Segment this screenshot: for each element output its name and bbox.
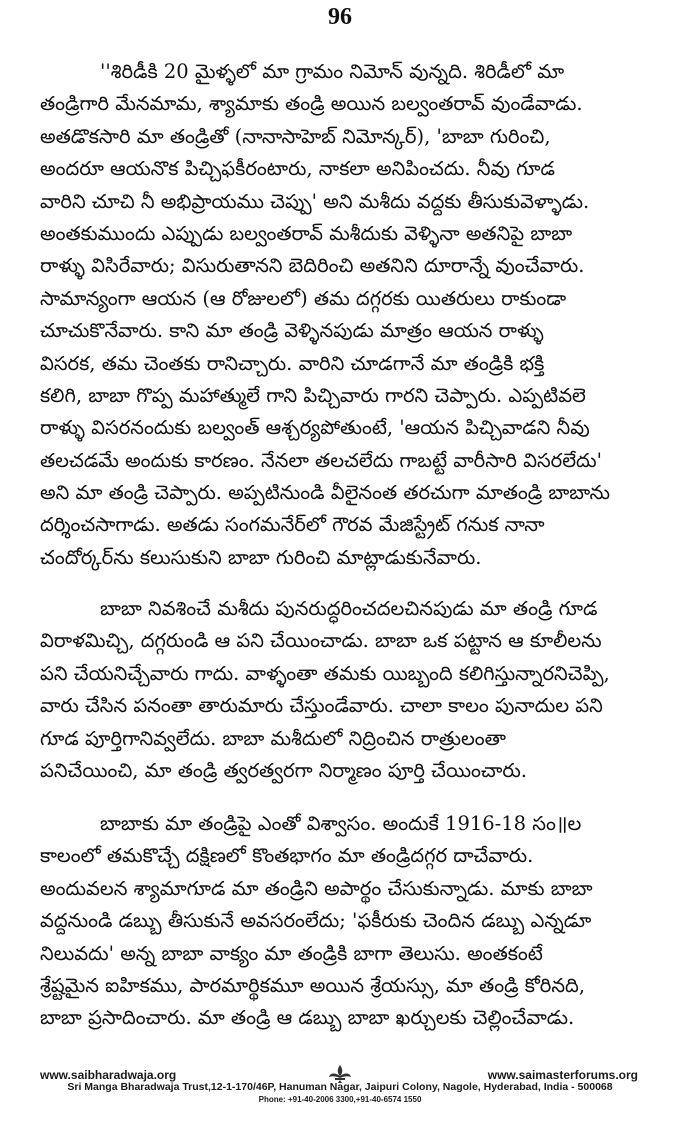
text-line: వారిని చూచి నీ అభిప్రాయము చెప్పు' అని మశీదు వద్దకు తీసుకువెళ్ళాడు.	[40, 189, 590, 213]
text-line: విరాళమిచ్చి, దగ్గరుండి ఆ పని చేయించాడు. బాబా ఒక పట్టాన ఆ కూలీలను	[40, 629, 602, 653]
text-line: వద్దనుండి డబ్బు తీసుకునే అవసరంలేదు; 'ఫకీరుకు చెందిన డబ్బు ఎన్నడూ	[40, 909, 592, 933]
text-line: తలచడమే అందుకు కారణం. నేనలా తలచలేదు గాబట్టే వారీసారి విసరలేదు'	[40, 448, 602, 472]
text-line: పని చేయనిచ్చేవారు గాదు. వాళ్ళంతా తమకు యిబ్బంది కలిగిస్తున్నారనిచెప్పి,	[40, 661, 610, 685]
text-line: శ్రేష్టమైన ఐహికము, పారమార్థికమూ అయిన శ్రేయస్సు, మా తండ్రి కోరినది,	[40, 973, 586, 997]
text-line: గూడ పూర్తిగానివ్వలేదు. బాబా మశీదులో నిద్రించిన రాత్రులంతా	[40, 726, 506, 750]
text-line: విసరక, తమ చెంతకు రానిచ్చారు. వారిని చూడగానే మా తండ్రికి భక్తి	[40, 351, 545, 375]
text-line: అని మా తండ్రి చెప్పారు. అప్పటినుండి వీలైనంత తరచుగా మాతండ్రి బాబాను	[40, 481, 611, 505]
text-line: బాబా ప్రసాదించారు. మా తండ్రి ఆ డబ్బు బాబా ఖర్చులకు చెల్లించేవాడు.	[40, 1006, 575, 1030]
page-number: 96	[328, 4, 352, 30]
page-footer	[0, 1068, 680, 1122]
text-line: అందువలన శ్యామాగూడ మా తండ్రిని అపార్థం చేసుకున్నాడు. మాకు బాబా	[40, 876, 593, 900]
text-line: బాబా నివశించే మశీదు పునరుద్ధరించదలచినపుడు మా తండ్రి గూడ	[100, 597, 598, 620]
paragraph-3	[40, 808, 640, 1035]
website-link-right[interactable]: www.saimasterforums.org	[487, 1068, 638, 1082]
text-line: తండ్రిగారి మేనమామ, శ్యామాకు తండ్రి అయిన బల్వంతరావ్ వుండేవాడు.	[40, 92, 583, 116]
text-line: కలిగి, బాబా గొప్ప మహాత్ములే గాని పిచ్చివారు గారని చెప్పారు. ఎప్పటివలె	[40, 383, 586, 407]
publisher-phone: Phone: +91-40-2006 3300,+91-40-6574 1550	[258, 1095, 422, 1104]
paragraph-2	[40, 593, 640, 787]
text-line: అంతకుముందు ఎప్పుడు బల్వంతరావ్ మశీదుకు వెళ్ళినా అతనిపై బాబా	[40, 221, 573, 245]
text-line: అతడొకసారి మా తండ్రితో (నానాసాహెబ్ నిమోన్కర్), 'బాబా గురించి,	[40, 124, 551, 148]
text-line: ''శిరిడీకి 20 మైళ్ళలో మా గ్రామం నిమోన్ వున్నది. శిరిడీలో మా	[100, 60, 565, 83]
text-line: పనిచేయించి, మా తండ్రి త్వరత్వరగా నిర్మాణం పూర్తి చేయించారు.	[40, 758, 527, 782]
text-line: సామాన్యంగా ఆయన (ఆ రోజులలో) తమ దగ్గరకు యితరులు రాకుండా	[40, 286, 567, 310]
text-line: దర్శించసాగాడు. అతడు సంగమనేర్‌లో గౌరవ మేజిస్ట్రేట్ గనుక నానా	[40, 513, 545, 537]
paragraph-1	[40, 56, 640, 574]
text-line: బాబాకు మా తండ్రిపై ఎంతో విశ్వాసం. అందుకే 1916-18 సం॥ల	[100, 812, 582, 835]
text-line: రాళ్ళు విసరనందుకు బల్వంత్ ఆశ్చర్యపోతుంటే, 'ఆయన పిచ్చివాడని నీవు	[40, 416, 590, 440]
text-line: కాలంలో తమకొచ్చే దక్షిణలో కొంతభాగం మా తండ్రిదగ్గర దాచేవారు.	[40, 844, 534, 868]
text-line: రాళ్ళు విసిరేవారు; విసురుతానని బెదిరించి అతనిని దూరాన్నే వుంచేవారు.	[40, 254, 585, 278]
text-line: చూచుకొనేవారు. కాని మా తండ్రి వెళ్ళినపుడు మాత్రం ఆయన రాళ్ళు	[40, 319, 544, 343]
text-line: వారు చేసిన పనంతా తారుమారు చేస్తుండేవారు. చాలా కాలం పునాదుల పని	[40, 694, 603, 718]
text-line: అందరూ ఆయనొక పిచ్చిఫకీరంటారు, నాకలా అనిపించదు. నీవు గూడ	[40, 157, 555, 181]
publisher-address: Sri Manga Bharadwaja Trust,12-1-170/46P, Hanuman Nagar, Jaipuri Colony, Nagole, Hyderabad, India - 500068	[67, 1081, 613, 1093]
text-line: చందోర్కర్‌ను కలుసుకుని బాబా గురించి మాట్లాడుకునేవారు.	[40, 545, 482, 569]
text-line: నిలువదు' అన్న బాబా వాక్యం మా తండ్రికి బాగా తెలుసు. అంతకంటే	[40, 941, 543, 965]
website-link-left[interactable]: www.saibharadwaja.org	[40, 1068, 177, 1082]
